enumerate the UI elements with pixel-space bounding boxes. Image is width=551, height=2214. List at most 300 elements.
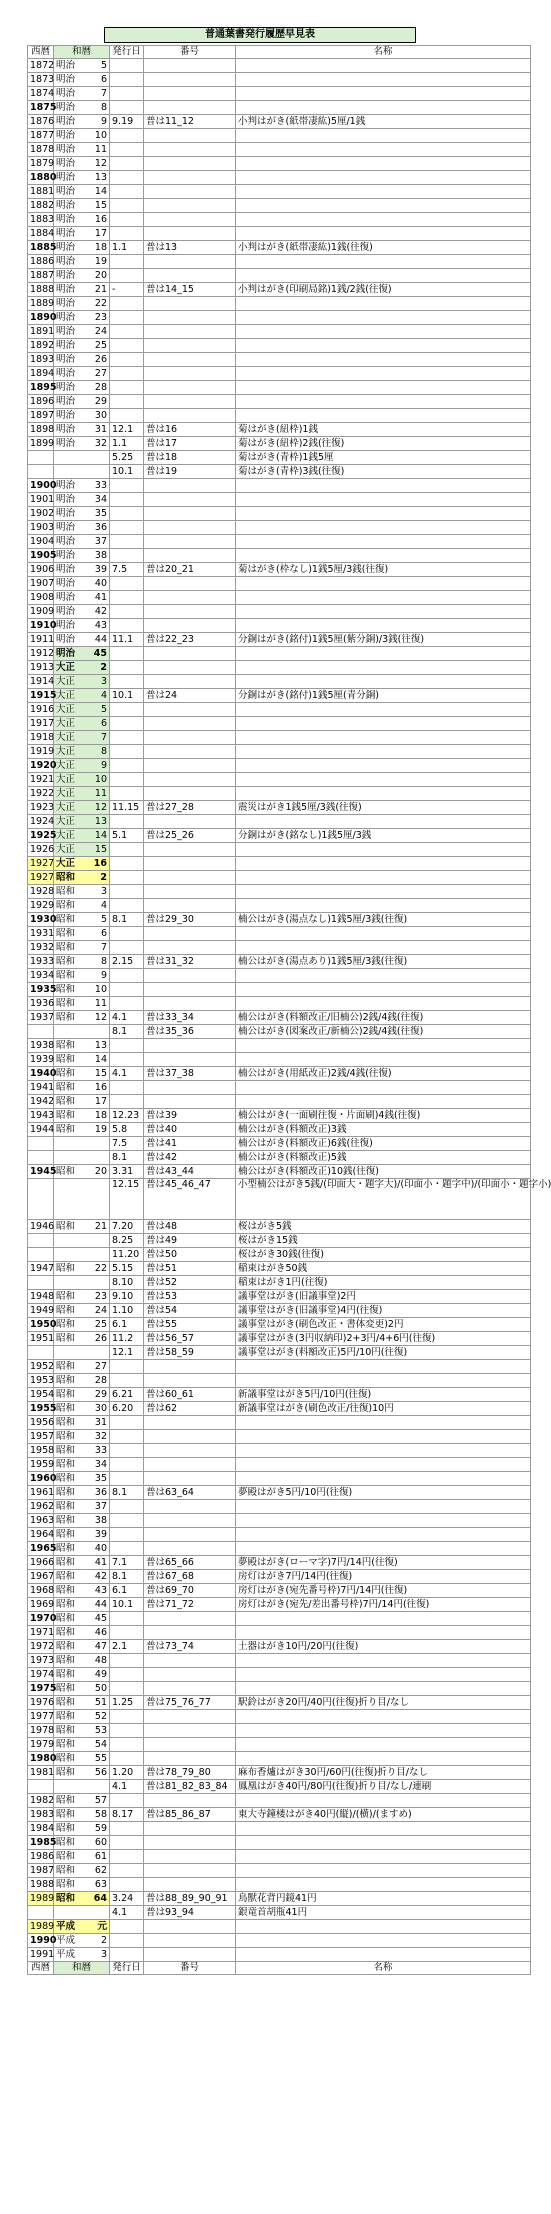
table-row bbox=[28, 801, 531, 815]
seireki-cell: 1955 bbox=[28, 1402, 54, 1416]
wareki-cell bbox=[54, 605, 110, 619]
issue-date-cell: 8.17 bbox=[110, 1808, 144, 1822]
table-row bbox=[28, 1081, 531, 1095]
table-row bbox=[28, 591, 531, 605]
wareki-cell bbox=[54, 1262, 110, 1276]
number-cell: 普は27_28 bbox=[144, 801, 236, 815]
wareki-cell bbox=[54, 381, 110, 395]
issue-date-cell: 1.1 bbox=[110, 241, 144, 255]
name-cell bbox=[236, 1360, 531, 1374]
issue-date-cell bbox=[110, 885, 144, 899]
number-cell bbox=[144, 899, 236, 913]
issue-date-cell bbox=[110, 171, 144, 185]
table-row bbox=[28, 87, 531, 101]
table-row bbox=[28, 1934, 531, 1948]
number-cell bbox=[144, 1444, 236, 1458]
era-year: 31 bbox=[94, 423, 107, 435]
issue-date-cell bbox=[110, 969, 144, 983]
era-year: 12 bbox=[94, 1011, 107, 1023]
seireki-cell: 1986 bbox=[28, 1850, 54, 1864]
table-row bbox=[28, 661, 531, 675]
number-cell bbox=[144, 1514, 236, 1528]
issue-date-cell bbox=[110, 493, 144, 507]
issue-date-cell bbox=[110, 605, 144, 619]
era-name: 大正 bbox=[56, 689, 76, 701]
name-cell bbox=[236, 773, 531, 787]
issue-date-cell bbox=[110, 1626, 144, 1640]
table-row bbox=[28, 1179, 531, 1220]
era-year: 19 bbox=[94, 255, 107, 267]
name-cell: 稲束はがき1円(往復) bbox=[236, 1276, 531, 1290]
seireki-cell: 1949 bbox=[28, 1304, 54, 1318]
era-name: 昭和 bbox=[56, 899, 76, 911]
era-year: 16 bbox=[94, 213, 107, 225]
name-cell bbox=[236, 843, 531, 857]
wareki-cell bbox=[54, 857, 110, 871]
name-cell bbox=[236, 129, 531, 143]
name-cell: 楠公はがき(料額改正)5銭 bbox=[236, 1151, 531, 1165]
name-cell: 菊はがき(青枠)3銭(往復) bbox=[236, 465, 531, 479]
wareki-cell bbox=[54, 101, 110, 115]
name-cell: 菊はがき(紐枠)1銭 bbox=[236, 423, 531, 437]
era-name: 昭和 bbox=[56, 1794, 76, 1806]
table-row bbox=[28, 1486, 531, 1500]
seireki-cell: 1972 bbox=[28, 1640, 54, 1654]
seireki-cell: 1954 bbox=[28, 1388, 54, 1402]
seireki-cell: 1923 bbox=[28, 801, 54, 815]
seireki-cell: 1889 bbox=[28, 297, 54, 311]
seireki-cell: 1946 bbox=[28, 1220, 54, 1234]
issue-date-cell bbox=[110, 1682, 144, 1696]
era-year: 18 bbox=[94, 241, 107, 253]
name-cell bbox=[236, 1053, 531, 1067]
era-name: 明治 bbox=[56, 437, 76, 449]
era-name: 明治 bbox=[56, 171, 76, 183]
name-cell: 楠公はがき(料額改正)3銭 bbox=[236, 1123, 531, 1137]
seireki-cell: 1960 bbox=[28, 1472, 54, 1486]
table-row bbox=[28, 1220, 531, 1234]
number-cell bbox=[144, 311, 236, 325]
wareki-cell bbox=[54, 493, 110, 507]
seireki-cell: 1878 bbox=[28, 143, 54, 157]
wareki-cell bbox=[54, 1486, 110, 1500]
issue-date-cell bbox=[110, 1095, 144, 1109]
name-cell bbox=[236, 87, 531, 101]
number-cell bbox=[144, 479, 236, 493]
issue-date-cell: 1.20 bbox=[110, 1766, 144, 1780]
wareki-cell bbox=[54, 661, 110, 675]
era-name: 大正 bbox=[56, 731, 76, 743]
header-wareki: 和暦 bbox=[54, 46, 110, 59]
seireki-cell: 1983 bbox=[28, 1808, 54, 1822]
wareki-cell bbox=[54, 269, 110, 283]
number-cell: 普は19 bbox=[144, 465, 236, 479]
issue-date-cell bbox=[110, 521, 144, 535]
name-cell bbox=[236, 507, 531, 521]
issue-date-cell: 4.1 bbox=[110, 1011, 144, 1025]
era-name: 明治 bbox=[56, 535, 76, 547]
number-cell: 普は25_26 bbox=[144, 829, 236, 843]
wareki-cell bbox=[54, 829, 110, 843]
issue-history-table bbox=[27, 45, 551, 1975]
issue-date-cell: 8.1 bbox=[110, 1025, 144, 1039]
era-year: 29 bbox=[94, 1388, 107, 1400]
wareki-cell bbox=[54, 647, 110, 661]
era-year: 5 bbox=[100, 59, 107, 71]
era-year: 60 bbox=[94, 1836, 107, 1848]
era-year: 43 bbox=[94, 1584, 107, 1596]
number-cell bbox=[144, 997, 236, 1011]
wareki-cell bbox=[54, 1934, 110, 1948]
number-cell: 普は69_70 bbox=[144, 1584, 236, 1598]
name-cell bbox=[236, 997, 531, 1011]
issue-date-cell bbox=[110, 997, 144, 1011]
seireki-cell: 1888 bbox=[28, 283, 54, 297]
name-cell: 楠公はがき(料額改正/旧楠公)2銭/4銭(往復) bbox=[236, 1011, 531, 1025]
name-cell: 桜はがき30銭(往復) bbox=[236, 1248, 531, 1262]
era-name: 昭和 bbox=[56, 1514, 76, 1526]
name-cell bbox=[236, 647, 531, 661]
name-cell bbox=[236, 731, 531, 745]
name-cell bbox=[236, 1612, 531, 1626]
era-name: 昭和 bbox=[56, 1696, 76, 1708]
seireki-cell: 1901 bbox=[28, 493, 54, 507]
name-cell: 楠公はがき(用紙改正)2銭/4銭(往復) bbox=[236, 1067, 531, 1081]
era-year: 57 bbox=[94, 1794, 107, 1806]
number-cell: 普は24 bbox=[144, 689, 236, 703]
era-year: 2 bbox=[100, 1934, 107, 1946]
name-cell bbox=[236, 1948, 531, 1962]
number-cell: 普は65_66 bbox=[144, 1556, 236, 1570]
seireki-cell: 1883 bbox=[28, 213, 54, 227]
issue-date-cell bbox=[110, 717, 144, 731]
wareki-cell bbox=[54, 1472, 110, 1486]
issue-date-cell bbox=[110, 661, 144, 675]
era-name: 昭和 bbox=[56, 1528, 76, 1540]
seireki-cell: 1974 bbox=[28, 1668, 54, 1682]
era-year: 26 bbox=[94, 353, 107, 365]
era-name: 昭和 bbox=[56, 1220, 76, 1232]
number-cell bbox=[144, 1542, 236, 1556]
name-cell: 鳳凰はがき40円/80円(往復)折り目/なし/連刷 bbox=[236, 1780, 531, 1794]
wareki-cell bbox=[54, 1556, 110, 1570]
issue-date-cell bbox=[110, 227, 144, 241]
era-name: 昭和 bbox=[56, 1318, 76, 1330]
wareki-cell bbox=[54, 1388, 110, 1402]
seireki-cell: 1927 bbox=[28, 871, 54, 885]
issue-date-cell bbox=[110, 703, 144, 717]
table-row bbox=[28, 255, 531, 269]
era-year: 18 bbox=[94, 1109, 107, 1121]
number-cell: 普は18 bbox=[144, 451, 236, 465]
era-year: 39 bbox=[94, 1528, 107, 1540]
seireki-cell: 1980 bbox=[28, 1752, 54, 1766]
name-cell bbox=[236, 899, 531, 913]
issue-date-cell: 9.10 bbox=[110, 1290, 144, 1304]
seireki-cell: 1900 bbox=[28, 479, 54, 493]
table-row bbox=[28, 381, 531, 395]
seireki-cell: 1875 bbox=[28, 101, 54, 115]
era-name: 昭和 bbox=[56, 1109, 76, 1121]
era-name: 明治 bbox=[56, 269, 76, 281]
era-year: 62 bbox=[94, 1864, 107, 1876]
era-year: 13 bbox=[94, 815, 107, 827]
issue-date-cell bbox=[110, 1850, 144, 1864]
issue-date-cell bbox=[110, 1654, 144, 1668]
issue-date-cell bbox=[110, 1724, 144, 1738]
era-name: 昭和 bbox=[56, 1081, 76, 1093]
era-year: 19 bbox=[94, 1123, 107, 1135]
number-cell bbox=[144, 1682, 236, 1696]
number-cell bbox=[144, 1500, 236, 1514]
name-cell: 房灯はがき7円/14円(往復) bbox=[236, 1570, 531, 1584]
issue-date-cell: 12.15 bbox=[110, 1179, 144, 1220]
table-row bbox=[28, 605, 531, 619]
name-cell bbox=[236, 339, 531, 353]
wareki-cell bbox=[54, 801, 110, 815]
number-cell bbox=[144, 1458, 236, 1472]
wareki-cell bbox=[54, 423, 110, 437]
era-name: 昭和 bbox=[56, 1654, 76, 1666]
issue-date-cell bbox=[110, 353, 144, 367]
number-cell bbox=[144, 1710, 236, 1724]
table-row bbox=[28, 1794, 531, 1808]
number-cell: 普は43_44 bbox=[144, 1165, 236, 1179]
era-name: 昭和 bbox=[56, 1067, 76, 1079]
number-cell: 普は40 bbox=[144, 1123, 236, 1137]
name-cell bbox=[236, 479, 531, 493]
table-row bbox=[28, 1402, 531, 1416]
wareki-cell bbox=[54, 1011, 110, 1025]
wareki-cell bbox=[54, 227, 110, 241]
wareki-cell bbox=[54, 1780, 110, 1794]
wareki-cell bbox=[54, 1039, 110, 1053]
era-year: 10 bbox=[94, 129, 107, 141]
seireki-cell: 1895 bbox=[28, 381, 54, 395]
number-cell bbox=[144, 969, 236, 983]
table-row bbox=[28, 1165, 531, 1179]
table-row bbox=[28, 1025, 531, 1039]
number-cell bbox=[144, 745, 236, 759]
issue-date-cell: 11.2 bbox=[110, 1332, 144, 1346]
era-name: 明治 bbox=[56, 87, 76, 99]
era-year: 14 bbox=[94, 829, 107, 841]
name-cell bbox=[236, 1416, 531, 1430]
issue-date-cell bbox=[110, 381, 144, 395]
era-name: 大正 bbox=[56, 661, 76, 673]
issue-date-cell bbox=[110, 941, 144, 955]
wareki-cell bbox=[54, 1850, 110, 1864]
issue-date-cell bbox=[110, 1360, 144, 1374]
issue-date-cell bbox=[110, 1416, 144, 1430]
table-row bbox=[28, 171, 531, 185]
issue-date-cell bbox=[110, 101, 144, 115]
era-year: 30 bbox=[94, 409, 107, 421]
seireki-cell: 1915 bbox=[28, 689, 54, 703]
era-year: 17 bbox=[94, 1095, 107, 1107]
name-cell: 新議事堂はがき(刷色改正/往復)10円 bbox=[236, 1402, 531, 1416]
issue-date-cell bbox=[110, 647, 144, 661]
table-row bbox=[28, 1472, 531, 1486]
name-cell: 議事堂はがき(旧議事堂)4円(往復) bbox=[236, 1304, 531, 1318]
seireki-cell: 1950 bbox=[28, 1318, 54, 1332]
table-row bbox=[28, 409, 531, 423]
table-row bbox=[28, 1248, 531, 1262]
era-name: 昭和 bbox=[56, 913, 76, 925]
seireki-cell: 1990 bbox=[28, 1934, 54, 1948]
wareki-cell bbox=[54, 1290, 110, 1304]
number-cell: 普は45_46_47 bbox=[144, 1179, 236, 1220]
era-name: 明治 bbox=[56, 409, 76, 421]
issue-date-cell: 7.1 bbox=[110, 1556, 144, 1570]
issue-date-cell: 8.10 bbox=[110, 1276, 144, 1290]
wareki-cell bbox=[54, 437, 110, 451]
number-cell: 普は42 bbox=[144, 1151, 236, 1165]
table-row bbox=[28, 1682, 531, 1696]
era-name: 昭和 bbox=[56, 955, 76, 967]
number-cell bbox=[144, 353, 236, 367]
issue-date-cell bbox=[110, 199, 144, 213]
number-cell bbox=[144, 1360, 236, 1374]
seireki-cell bbox=[28, 1346, 54, 1360]
table-row bbox=[28, 689, 531, 703]
era-name: 明治 bbox=[56, 395, 76, 407]
name-cell bbox=[236, 591, 531, 605]
seireki-cell: 1907 bbox=[28, 577, 54, 591]
name-cell: 楠公はがき(湯点あり)1銭5厘/3銭(往復) bbox=[236, 955, 531, 969]
era-name: 昭和 bbox=[56, 1486, 76, 1498]
number-cell bbox=[144, 213, 236, 227]
seireki-cell: 1956 bbox=[28, 1416, 54, 1430]
era-name: 大正 bbox=[56, 745, 76, 757]
era-year: 61 bbox=[94, 1850, 107, 1862]
era-name: 大正 bbox=[56, 829, 76, 841]
era-name: 明治 bbox=[56, 563, 76, 575]
wareki-cell bbox=[54, 1822, 110, 1836]
table-row bbox=[28, 269, 531, 283]
table-row bbox=[28, 1920, 531, 1934]
seireki-cell: 1904 bbox=[28, 535, 54, 549]
era-year: 38 bbox=[94, 549, 107, 561]
table-row bbox=[28, 1850, 531, 1864]
era-year: 56 bbox=[94, 1766, 107, 1778]
wareki-cell bbox=[54, 465, 110, 479]
number-cell: 普は71_72 bbox=[144, 1598, 236, 1612]
table-body bbox=[28, 59, 551, 1962]
era-year: 7 bbox=[100, 941, 107, 953]
number-cell bbox=[144, 1374, 236, 1388]
issue-date-cell bbox=[110, 1081, 144, 1095]
table-row bbox=[28, 829, 531, 843]
number-cell bbox=[144, 493, 236, 507]
wareki-cell bbox=[54, 717, 110, 731]
era-year: 36 bbox=[94, 521, 107, 533]
number-cell: 普は58_59 bbox=[144, 1346, 236, 1360]
era-name: 昭和 bbox=[56, 1542, 76, 1554]
number-cell bbox=[144, 731, 236, 745]
era-name: 昭和 bbox=[56, 1668, 76, 1680]
number-cell: 普は41 bbox=[144, 1137, 236, 1151]
number-cell: 普は52 bbox=[144, 1276, 236, 1290]
wareki-cell bbox=[54, 927, 110, 941]
wareki-cell bbox=[54, 1360, 110, 1374]
name-cell bbox=[236, 1626, 531, 1640]
wareki-cell bbox=[54, 1836, 110, 1850]
era-name: 昭和 bbox=[56, 1304, 76, 1316]
name-cell bbox=[236, 535, 531, 549]
number-cell bbox=[144, 773, 236, 787]
table-row bbox=[28, 1556, 531, 1570]
issue-date-cell bbox=[110, 1612, 144, 1626]
wareki-cell bbox=[54, 843, 110, 857]
era-year: 55 bbox=[94, 1752, 107, 1764]
wareki-cell bbox=[54, 73, 110, 87]
era-name: 昭和 bbox=[56, 1864, 76, 1876]
wareki-cell bbox=[54, 87, 110, 101]
seireki-cell: 1945 bbox=[28, 1165, 54, 1179]
number-cell: 普は67_68 bbox=[144, 1570, 236, 1584]
number-cell bbox=[144, 185, 236, 199]
era-year: 35 bbox=[94, 1472, 107, 1484]
issue-date-cell: 6.20 bbox=[110, 1402, 144, 1416]
era-name: 昭和 bbox=[56, 1724, 76, 1736]
table-row bbox=[28, 507, 531, 521]
era-name: 昭和 bbox=[56, 1165, 76, 1177]
era-year: 3 bbox=[100, 1948, 107, 1960]
era-name: 大正 bbox=[56, 773, 76, 785]
seireki-cell bbox=[28, 1151, 54, 1165]
issue-date-cell bbox=[110, 591, 144, 605]
number-cell: 普は11_12 bbox=[144, 115, 236, 129]
issue-date-cell bbox=[110, 213, 144, 227]
name-cell bbox=[236, 675, 531, 689]
name-cell: 夢殿はがき5円/10円(往復) bbox=[236, 1486, 531, 1500]
name-cell: 楠公はがき(湯点なし)1銭5厘/3銭(往復) bbox=[236, 913, 531, 927]
number-cell bbox=[144, 1864, 236, 1878]
issue-date-cell: 2.15 bbox=[110, 955, 144, 969]
era-name: 明治 bbox=[56, 143, 76, 155]
number-cell: 普は93_94 bbox=[144, 1906, 236, 1920]
table-row bbox=[28, 325, 531, 339]
number-cell bbox=[144, 381, 236, 395]
table-row bbox=[28, 1053, 531, 1067]
number-cell: 普は33_34 bbox=[144, 1011, 236, 1025]
era-name: 明治 bbox=[56, 101, 76, 113]
wareki-cell bbox=[54, 1528, 110, 1542]
seireki-cell: 1928 bbox=[28, 885, 54, 899]
era-name: 明治 bbox=[56, 493, 76, 505]
table-row bbox=[28, 1724, 531, 1738]
era-name: 昭和 bbox=[56, 1039, 76, 1051]
seireki-cell: 1970 bbox=[28, 1612, 54, 1626]
era-name: 昭和 bbox=[56, 1123, 76, 1135]
era-name: 昭和 bbox=[56, 1458, 76, 1470]
era-year: 37 bbox=[94, 1500, 107, 1512]
name-cell bbox=[236, 1458, 531, 1472]
issue-date-cell bbox=[110, 619, 144, 633]
seireki-cell: 1927 bbox=[28, 857, 54, 871]
seireki-cell: 1914 bbox=[28, 675, 54, 689]
number-cell bbox=[144, 1416, 236, 1430]
number-cell bbox=[144, 101, 236, 115]
era-name: 昭和 bbox=[56, 1766, 76, 1778]
name-cell: 稲束はがき50銭 bbox=[236, 1262, 531, 1276]
table-row bbox=[28, 1011, 531, 1025]
issue-date-cell bbox=[110, 157, 144, 171]
seireki-cell: 1981 bbox=[28, 1766, 54, 1780]
wareki-cell bbox=[54, 1137, 110, 1151]
name-cell bbox=[236, 885, 531, 899]
